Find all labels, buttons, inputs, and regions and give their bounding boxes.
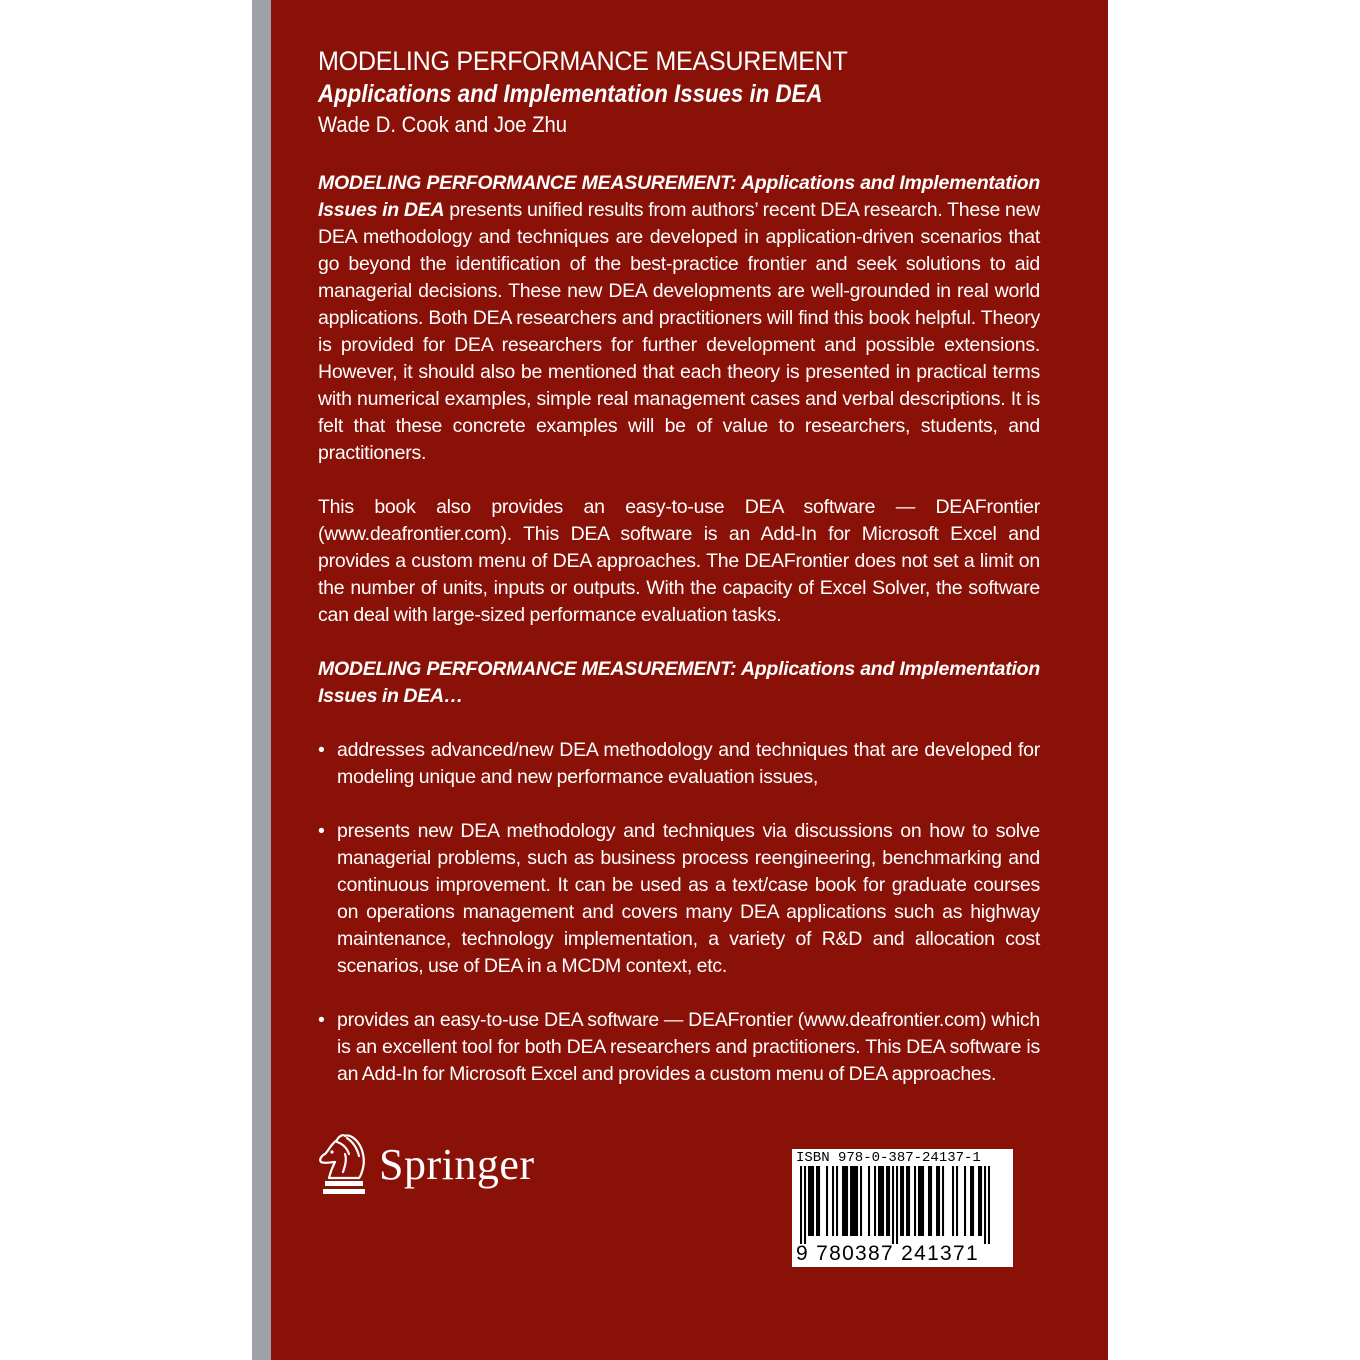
barcode-bar <box>984 1166 986 1244</box>
barcode-bar <box>906 1166 908 1236</box>
ean-digits: 9 780387 241371 <box>796 1242 979 1265</box>
feature-list-item <box>318 1007 1040 1088</box>
barcode-bar <box>818 1166 820 1236</box>
barcode-bar <box>918 1166 920 1236</box>
barcode-bar <box>970 1166 972 1236</box>
barcode-bar <box>812 1166 814 1236</box>
barcode-bar <box>896 1166 898 1244</box>
barcode-bar <box>810 1166 812 1236</box>
barcode-bar <box>844 1166 846 1236</box>
barcode-bar <box>842 1166 844 1236</box>
barcode-bar <box>952 1166 954 1236</box>
barcode-bar <box>826 1166 828 1236</box>
barcode-bar <box>936 1166 938 1236</box>
feature-text: presents new DEA methodology and techniques via discussions on how to solve managerial problems, such as business process reengineering, benchmarking and continuous improvement. It can be used as a text/case book for graduate courses on operations management and covers many DEA applications such as highway maintenance, technology implementation, a variety of R&D and allocation cost scenarios, use of DEA in a MCDM context, etc. <box>337 820 1040 977</box>
blurb-paragraph-1 <box>318 170 1040 467</box>
barcode-bar <box>902 1166 904 1236</box>
barcode-bar <box>832 1166 834 1236</box>
barcode-bar <box>854 1166 856 1236</box>
barcode-bar <box>804 1166 806 1244</box>
feature-list-item <box>318 737 1040 791</box>
barcode-bar <box>888 1166 890 1236</box>
barcode-bar <box>846 1166 848 1236</box>
feature-list-item <box>318 818 1040 980</box>
bullet-icon: • <box>318 739 325 761</box>
barcode-bar <box>908 1166 910 1236</box>
blurb-paragraph-1-lead: MODELING PERFORMANCE MEASUREMENT: Applications and Implementation Issues in DEA <box>318 172 1040 221</box>
barcode-bar <box>836 1166 838 1236</box>
barcode-bar <box>868 1166 870 1236</box>
barcode-bar <box>874 1166 876 1236</box>
barcode-bar <box>978 1166 980 1236</box>
barcode-bar <box>816 1166 818 1236</box>
barcode-bar <box>920 1166 922 1236</box>
barcode-bars <box>800 1166 990 1244</box>
barcode-bar <box>956 1166 958 1236</box>
barcode-bar <box>886 1166 888 1236</box>
cover-text-content <box>318 44 1040 1115</box>
blurb-paragraph-2: This book also provides an easy-to-use DEA software — DEAFrontier (www.deafrontier.com). This DEA software is an Add-In for Microsoft Excel and provides a custom menu of DEA approaches. The DEAFrontier does not set a limit on the number of units, inputs or outputs. With the capacity of Excel Solver, the software can deal with large-sized performance evaluation tasks. <box>318 496 1040 626</box>
blurb-paragraph-3 <box>318 656 1040 710</box>
barcode-bar <box>892 1166 894 1244</box>
bullet-icon: • <box>318 1009 325 1031</box>
barcode-bar <box>938 1166 940 1236</box>
publisher-logo <box>317 1130 535 1198</box>
barcode-bar <box>878 1166 880 1236</box>
barcode-bar <box>808 1166 810 1236</box>
barcode-bar <box>880 1166 882 1236</box>
book-title: MODELING PERFORMANCE MEASUREMENT <box>318 46 848 76</box>
knight-chess-piece-icon <box>317 1132 369 1196</box>
barcode-bar <box>988 1166 990 1244</box>
barcode-bar <box>964 1166 966 1236</box>
blurb-paragraph-3-lead: MODELING PERFORMANCE MEASUREMENT: Applications and Implementation Issues in DEA… <box>318 658 1040 707</box>
barcode-bar <box>980 1166 982 1236</box>
barcode-bar <box>800 1166 802 1244</box>
isbn-label: ISBN 978-0-387-24137-1 <box>796 1150 981 1166</box>
barcode-bar <box>972 1166 974 1236</box>
barcode-bar <box>882 1166 884 1236</box>
book-authors: Wade D. Cook and Joe Zhu <box>318 112 568 137</box>
spine-edge <box>252 0 271 1360</box>
barcode-bar <box>856 1166 858 1236</box>
feature-list <box>318 737 1040 1088</box>
barcode-bar <box>860 1166 862 1236</box>
barcode-bar <box>850 1166 852 1236</box>
barcode-bar <box>914 1166 916 1236</box>
barcode-bar <box>900 1166 902 1236</box>
blurb-paragraph-1-text: presents unified results from authors’ recent DEA research. These new DEA methodology and techniques are developed in application-driven scenarios that go beyond the identification of the best-practice frontier and seek solutions to aid managerial decisions. These new DEA developments are well-grounded in real world applications. Both DEA researchers and practitioners will find this book helpful. Theory is provided for DEA researchers for further development and possible extensions. However, it should also be mentioned that each theory is presented in practical terms with numerical examples, simple real management cases and verbal descriptions. It is felt that these concrete examples will be of value to researchers, students, and practitioners. <box>318 199 1040 464</box>
feature-text: addresses advanced/new DEA methodology and techniques that are developed for modeling unique and new performance evaluation issues, <box>337 739 1040 788</box>
feature-text: provides an easy-to-use DEA software — DEAFrontier (www.deafrontier.com) which is an excellent tool for both DEA researchers and practitioners. This DEA software is an Add-In for Microsoft Excel and provides a custom menu of DEA approaches. <box>337 1009 1040 1085</box>
isbn-barcode <box>792 1149 1013 1267</box>
back-cover <box>271 0 1108 1360</box>
bullet-icon: • <box>318 820 325 842</box>
publisher-name: Springer <box>379 1139 535 1189</box>
barcode-bar <box>930 1166 932 1236</box>
book-subtitle: Applications and Implementation Issues in DEA <box>318 80 823 108</box>
barcode-bar <box>852 1166 854 1236</box>
barcode-bar <box>942 1166 944 1236</box>
barcode-bar <box>928 1166 930 1236</box>
barcode-bar <box>922 1166 924 1236</box>
